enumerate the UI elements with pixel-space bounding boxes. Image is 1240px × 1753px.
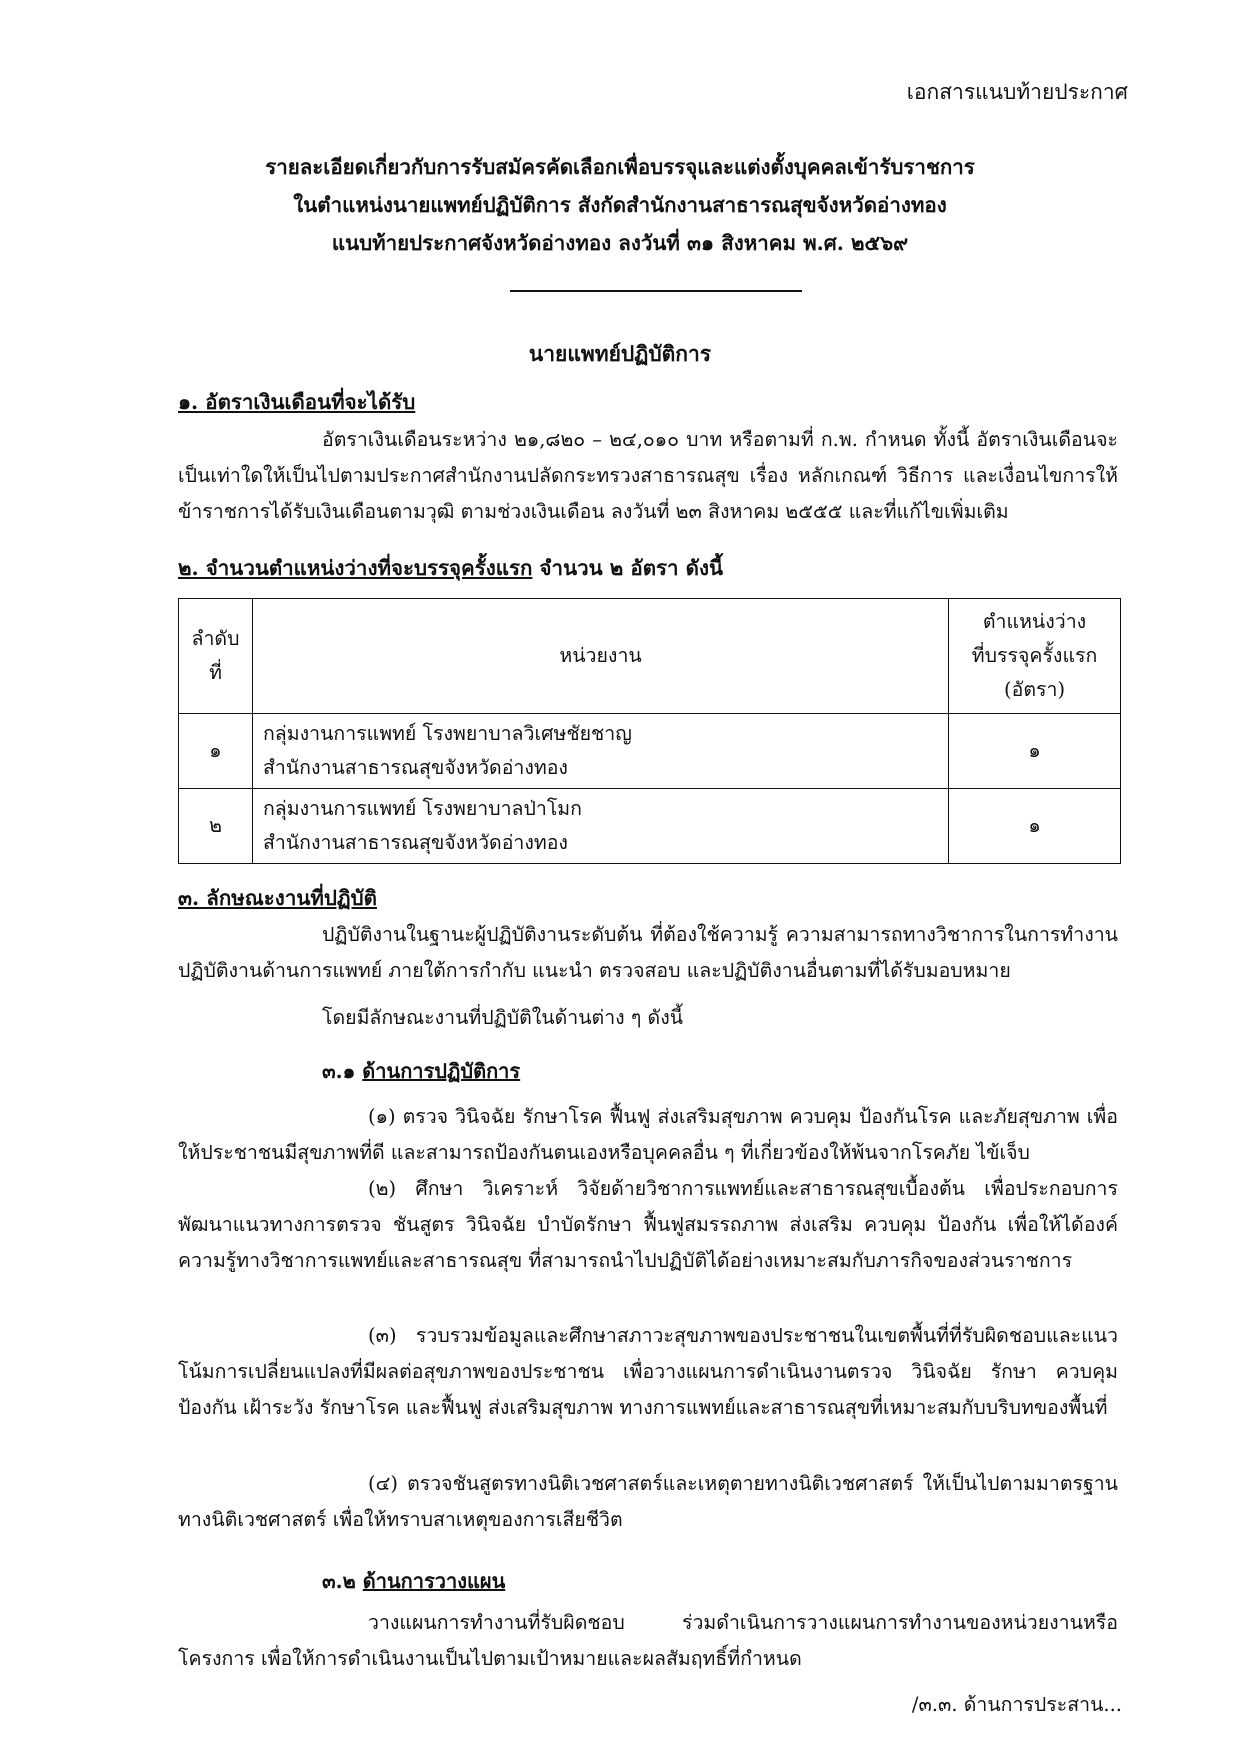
section-1-heading <box>178 384 415 420</box>
section-2-heading-text: ๒. จำนวนตำแหน่งว่างที่จะบรรจุครั้งแรก <box>178 556 533 580</box>
subsection-3-2-heading <box>322 1563 505 1599</box>
section-2-heading <box>178 550 723 586</box>
operation-item-2: (๒) ศึกษา วิเคราะห์ วิจัยด้ายวิชาการแพทย์และสาธารณสุขเบื้องต้น เพื่อประกอบการพัฒนาแนวทางการตรวจ ชันสูตร วินิจฉัย บำบัดรักษา ฟื้นฟูสมรรถภาพ ส่งเสริม ควบคุม ป้องกัน เพื่อให้ได้องค์ความรู้ทางวิชาการแพทย์และสาธารณสุข ที่สามารถนำไปปฏิบัติได้อย่างเหมาะสมกับภารกิจของส่วนราชการ <box>178 1177 1118 1272</box>
row-number: ๑ <box>179 714 253 789</box>
row-unit-line-1: กลุ่มงานการแพทย์ โรงพยาบาลป่าโมก <box>262 797 582 820</box>
continuation-note: /๓.๓. ด้านการประสาน... <box>911 1693 1122 1716</box>
section-3-intro: ปฏิบัติงานในฐานะผู้ปฏิบัติงานระดับต้น ที่ต้องใช้ความรู้ ความสามารถทางวิชาการในการทำงาน ปฏิบัติงานด้านการแพทย์ ภายใต้การกำกับ แนะนำ ตรวจสอบ และปฏิบัติงานอื่นตามที่ได้รับมอบหมาย <box>178 923 1118 982</box>
row-number: ๒ <box>179 789 253 864</box>
section-1-body: อัตราเงินเดือนระหว่าง ๒๑,๘๒๐ – ๒๔,๐๑๐ บาท หรือตามที่ ก.พ. กำหนด ทั้งนี้ อัตราเงินเดือนจะเป็นเท่าใดให้เป็นไปตามประกาศสำนักงานปลัดกระทรวงสาธารณสุข เรื่อง หลักเกณฑ์ วิธีการ และเงื่อนไขการให้ข้าราชการได้รับเงินเดือนตามวุฒิ ตามช่วงเงินเดือน ลงวันที่ ๒๓ สิงหาคม ๒๕๕๕ และที่แก้ไขเพิ่มเติม <box>178 428 1118 523</box>
col-header-vacancy-line-3: (อัตรา) <box>1004 678 1066 701</box>
col-header-vacancy-line-2: ที่บรรจุครั้งแรก <box>971 644 1098 667</box>
row-vacancy-count: ๑ <box>949 714 1121 789</box>
attachment-note: เอกสารแนบท้ายประกาศ <box>906 80 1128 104</box>
row-vacancy-count: ๑ <box>949 789 1121 864</box>
table-header-row <box>179 599 1121 714</box>
title-line-3: แนบท้ายประกาศจังหวัดอ่างทอง ลงวันที่ ๓๑ สิงหาคม พ.ศ. ๒๕๖๙ <box>331 231 909 255</box>
row-unit <box>252 714 948 789</box>
operation-item-1: (๑) ตรวจ วินิจฉัย รักษาโรค ฟื้นฟู ส่งเสริมสุขภาพ ควบคุม ป้องกันโรค และภัยสุขภาพ เพื่อให้ประชาชนมีสุขภาพที่ดี และสามารถป้องกันตนเองหรือบุคคลอื่น ๆ ที่เกี่ยวข้องให้พ้นจากโรคภัย ไข้เจ็บ <box>178 1105 1118 1164</box>
table-row <box>179 789 1121 864</box>
col-header-no: ลำดับที่ <box>179 599 253 714</box>
title-line-2: ในตำแหน่งนายแพทย์ปฏิบัติการ สังกัดสำนักงานสาธารณสุขจังหวัดอ่างทอง <box>293 193 947 217</box>
col-header-vacancy-line-1: ตำแหน่งว่าง <box>982 610 1087 633</box>
table-row <box>179 714 1121 789</box>
subsection-3-1-title: ด้านการปฏิบัติการ <box>362 1059 521 1083</box>
planning-body: วางแผนการทำงานที่รับผิดชอบ ร่วมดำเนินการวางแผนการทำงานของหน่วยงานหรือโครงการ เพื่อให้การดำเนินงานเป็นไปตามเป้าหมายและผลสัมฤทธิ์ที่กำหนด <box>178 1611 1118 1670</box>
subsection-3-2-number: ๓.๒ <box>322 1569 363 1593</box>
section-3-heading <box>178 880 377 916</box>
operation-item-4: (๔) ตรวจชันสูตรทางนิติเวชศาสตร์และเหตุตายทางนิติเวชศาสตร์ ให้เป็นไปตามมาตรฐานทางนิติเวชศาสตร์ เพื่อให้ทราบสาเหตุของการเสียชีวิต <box>178 1472 1118 1531</box>
position-title: นายแพทย์ปฏิบัติการ <box>528 341 712 366</box>
section-3-intro-2: โดยมีลักษณะงานที่ปฏิบัติในด้านต่าง ๆ ดังนี้ <box>322 1006 684 1029</box>
row-unit <box>252 789 948 864</box>
document-title <box>0 148 1240 262</box>
col-header-vacancy <box>949 599 1121 714</box>
section-2-heading-suffix: จำนวน ๒ อัตรา ดังนี้ <box>532 556 724 580</box>
subsection-3-2-title: ด้านการวางแผน <box>362 1569 506 1593</box>
title-divider <box>510 290 802 292</box>
subsection-3-1-heading <box>322 1053 520 1089</box>
vacancy-table <box>178 598 1121 864</box>
section-1-heading-text: ๑. อัตราเงินเดือนที่จะได้รับ <box>178 390 416 414</box>
section-3-heading-text: ๓. ลักษณะงานที่ปฏิบัติ <box>178 886 377 910</box>
row-unit-line-2: สำนักงานสาธารณสุขจังหวัดอ่างทอง <box>262 756 568 779</box>
row-unit-line-1: กลุ่มงานการแพทย์ โรงพยาบาลวิเศษชัยชาญ <box>262 722 632 745</box>
title-line-1: รายละเอียดเกี่ยวกับการรับสมัครคัดเลือกเพื่อบรรจุและแต่งตั้งบุคคลเข้ารับราชการ <box>265 155 975 179</box>
row-unit-line-2: สำนักงานสาธารณสุขจังหวัดอ่างทอง <box>262 831 568 854</box>
subsection-3-1-number: ๓.๑ <box>322 1059 363 1083</box>
col-header-unit: หน่วยงาน <box>252 599 948 714</box>
operation-item-3: (๓) รวบรวมข้อมูลและศึกษาสภาวะสุขภาพของประชาชนในเขตพื้นที่ที่รับผิดชอบและแนวโน้มการเปลี่ยนแปลงที่มีผลต่อสุขภาพของประชาชน เพื่อวางแผนการดำเนินงานตรวจ วินิจฉัย รักษา ควบคุม ป้องกัน เฝ้าระวัง รักษาโรค และฟื้นฟู ส่งเสริมสุขภาพ ทางการแพทย์และสาธารณสุขที่เหมาะสมกับบริบทของพื้นที่ <box>178 1324 1118 1419</box>
